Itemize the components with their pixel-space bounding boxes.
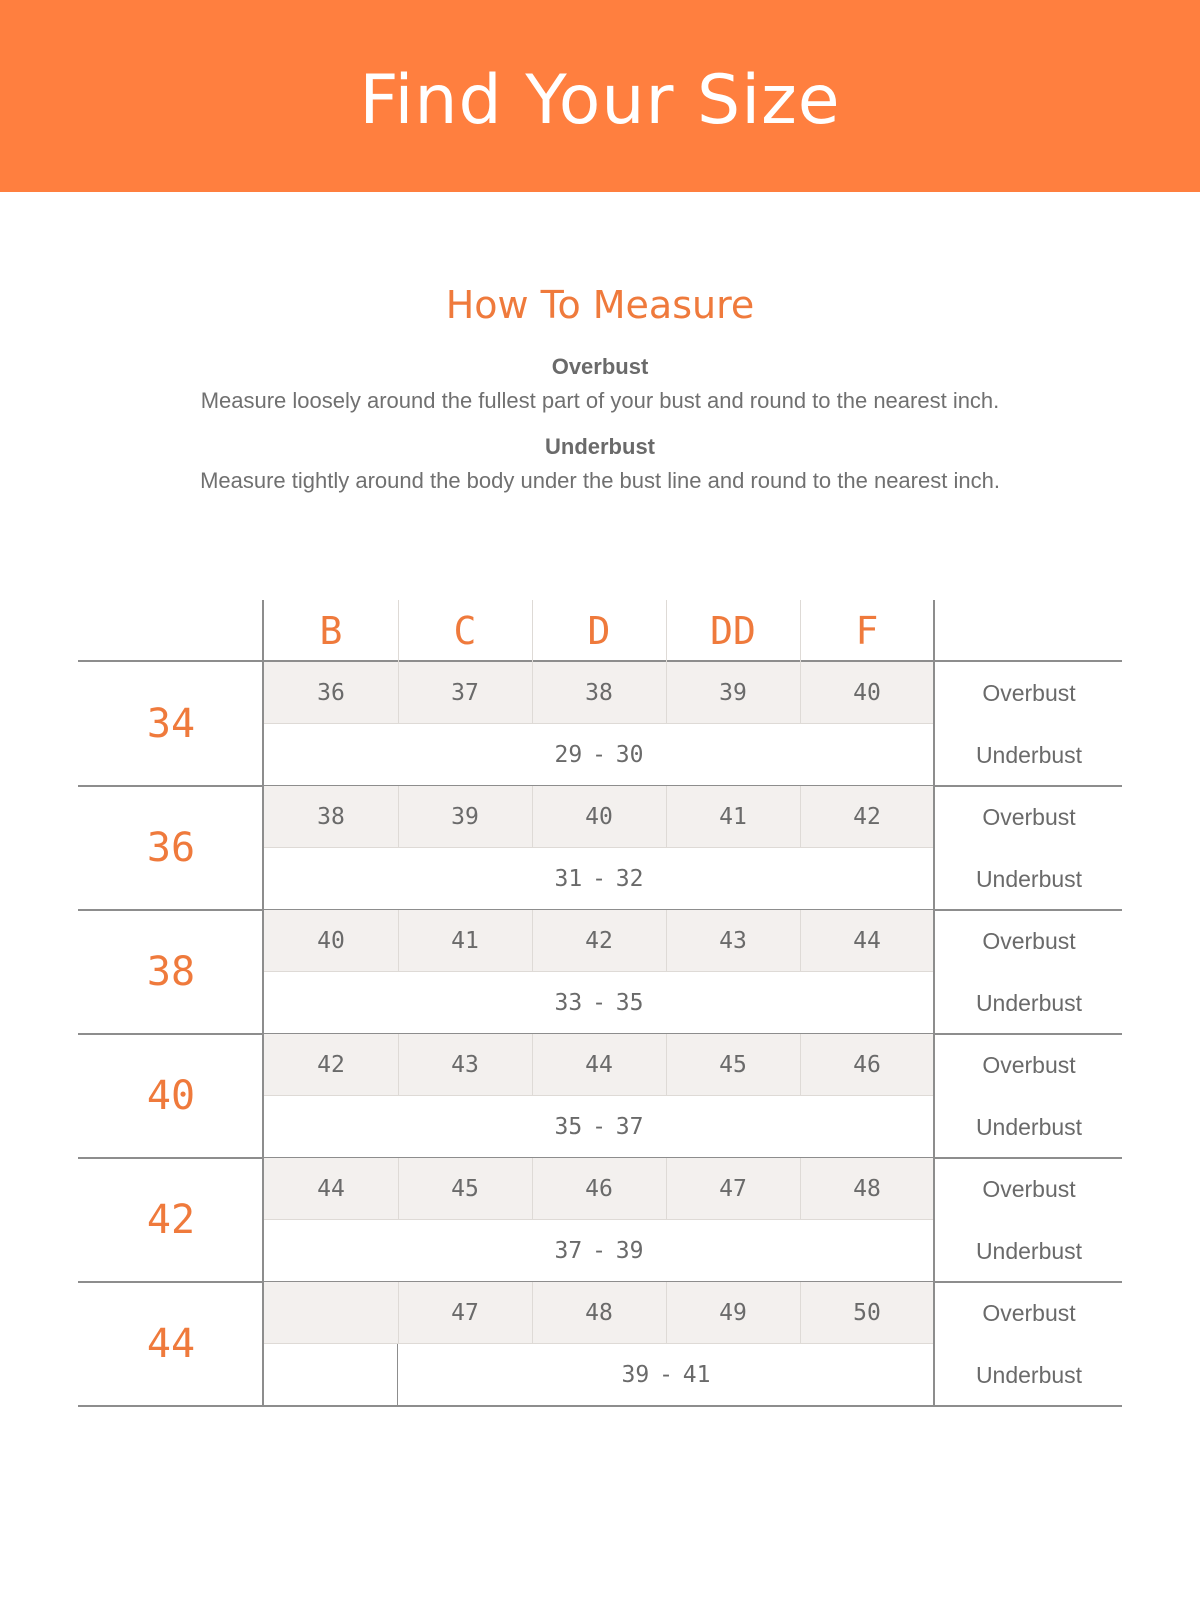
overbust-value: 39 xyxy=(451,804,479,830)
overbust-value: 42 xyxy=(317,1052,345,1078)
overbust-value: 44 xyxy=(585,1052,613,1078)
cup-header-b: B xyxy=(319,609,343,653)
overbust-value: 44 xyxy=(317,1176,345,1202)
underbust-range: 39 - 41 xyxy=(621,1362,711,1388)
row-divider xyxy=(78,1405,1122,1407)
overbust-value: 40 xyxy=(317,928,345,954)
overbust-value: 38 xyxy=(585,680,613,706)
overbust-value: 41 xyxy=(451,928,479,954)
overbust-value: 50 xyxy=(853,1300,881,1326)
band-size-36: 36 xyxy=(146,825,196,871)
underbust-instruction: Measure tightly around the body under the bust line and round to the nearest inch. xyxy=(200,468,1000,493)
overbust-value: 43 xyxy=(719,928,747,954)
overbust-label: Overbust xyxy=(982,804,1076,830)
underbust-label: Underbust xyxy=(975,1238,1083,1264)
overbust-value: 37 xyxy=(451,680,479,706)
overbust-value: 48 xyxy=(585,1300,613,1326)
overbust-value: 40 xyxy=(585,804,613,830)
header-divider-cup xyxy=(532,600,533,662)
cup-header-dd: DD xyxy=(710,609,756,653)
overbust-label: Overbust xyxy=(982,928,1076,954)
header-divider-cup xyxy=(800,600,801,662)
underbust-range: 29 - 30 xyxy=(554,742,644,768)
overbust-label: Overbust xyxy=(982,1300,1076,1326)
underbust-label: Underbust xyxy=(975,1114,1083,1140)
header-divider-cup xyxy=(398,600,399,662)
overbust-heading: Overbust xyxy=(551,354,649,379)
overbust-value: 45 xyxy=(719,1052,747,1078)
header-divider xyxy=(78,660,1122,662)
overbust-value: 36 xyxy=(317,680,345,706)
cup-header-d: D xyxy=(587,609,611,653)
page-title: Find Your Size xyxy=(359,60,841,140)
overbust-value: 42 xyxy=(853,804,881,830)
underbust-label: Underbust xyxy=(975,866,1083,892)
overbust-value: 46 xyxy=(853,1052,881,1078)
label-column-divider xyxy=(933,600,935,1406)
overbust-value: 42 xyxy=(585,928,613,954)
underbust-range: 35 - 37 xyxy=(554,1114,644,1140)
underbust-heading: Underbust xyxy=(545,434,655,459)
overbust-value: 45 xyxy=(451,1176,479,1202)
overbust-value: 44 xyxy=(853,928,881,954)
how-to-measure-title: How To Measure xyxy=(445,283,755,327)
band-column-divider xyxy=(262,600,264,1406)
band-size-38: 38 xyxy=(146,949,196,995)
overbust-value: 49 xyxy=(719,1300,747,1326)
overbust-label: Overbust xyxy=(982,680,1076,706)
cup-header-f: F xyxy=(855,609,879,653)
overbust-value: 40 xyxy=(853,680,881,706)
overbust-value: 47 xyxy=(451,1300,479,1326)
band-size-40: 40 xyxy=(146,1073,196,1119)
header-divider-cup xyxy=(666,600,667,662)
band-size-44: 44 xyxy=(146,1321,196,1367)
overbust-label: Overbust xyxy=(982,1176,1076,1202)
overbust-value: 39 xyxy=(719,680,747,706)
overbust-value xyxy=(264,1282,398,1344)
underbust-label: Underbust xyxy=(975,1362,1083,1388)
band-size-34: 34 xyxy=(146,701,196,747)
overbust-value: 48 xyxy=(853,1176,881,1202)
overbust-label: Overbust xyxy=(982,1052,1076,1078)
overbust-value: 43 xyxy=(451,1052,479,1078)
underbust-range-divider xyxy=(397,1344,398,1406)
underbust-range: 33 - 35 xyxy=(554,990,644,1016)
overbust-value: 38 xyxy=(317,804,345,830)
band-size-42: 42 xyxy=(146,1197,196,1243)
overbust-instruction: Measure loosely around the fullest part of your bust and round to the nearest inch. xyxy=(200,388,1000,413)
cup-header-c: C xyxy=(453,609,477,653)
overbust-value: 47 xyxy=(719,1176,747,1202)
underbust-range: 37 - 39 xyxy=(554,1238,644,1264)
underbust-label: Underbust xyxy=(975,990,1083,1016)
overbust-value: 46 xyxy=(585,1176,613,1202)
underbust-range: 31 - 32 xyxy=(554,866,644,892)
overbust-value: 41 xyxy=(719,804,747,830)
underbust-label: Underbust xyxy=(975,742,1083,768)
